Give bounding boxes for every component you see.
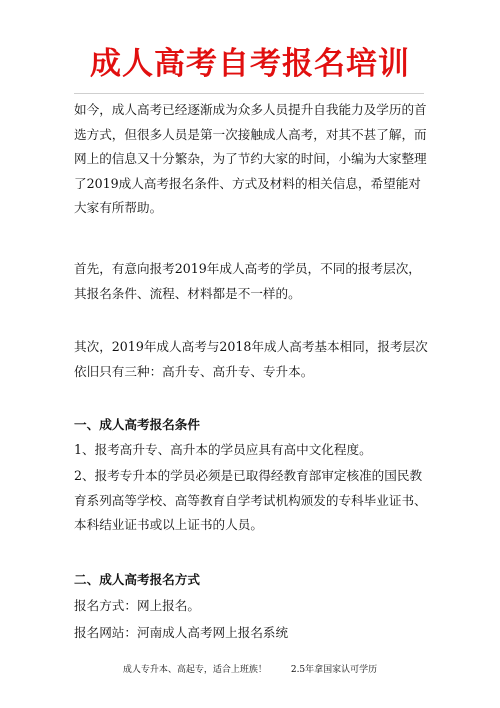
document-title: 成人高考自考报名培训 [90,46,410,82]
page-footer [0,663,500,677]
section-heading-requirements: 一、成人高考报名条件 [74,417,200,432]
requirement-item-2: 2、报考专升本的学员必须是已取得经教育部审定核准的国民教育系列高等学校、高等教育自学考试机构颁发的专科毕业证书、本科结业证书或以上证书的人员。 [74,468,427,532]
registration-website: 报名网站：河南成人高考网上报名系统 [74,625,289,640]
requirement-item-1: 1、报考高升专、高升本的学员应具有高中文化程度。 [74,442,372,457]
first-paragraph: 首先，有意向报考2019年成人高考的学员，不同的报考层次，其报名条件、流程、材料都是不一样的。 [74,261,421,301]
intro-paragraph: 如今，成人高考已经逐渐成为众多人员提升自我能力及学历的首选方式，但很多人员是第一次接触成人高考，对其不甚了解，而网上的信息又十分繁杂，为了节约大家的时间，小编为大家整理了2019成人高考报名条件、方式及材料的相关信息，希望能对大家有所帮助。 [74,102,427,215]
registration-method: 报名方式：网上报名。 [74,598,200,613]
footer-left-text: 成人专升本、高起专，适合上班族！ [122,665,267,675]
footer-right-text: 2.5年拿国家认可学历 [290,665,378,675]
section-heading-method: 二、成人高考报名方式 [74,572,200,587]
title-divider [74,93,424,94]
second-paragraph: 其次，2019年成人高考与2018年成人高考基本相同，报考层次依旧只有三种：高升专、高升专、专升本。 [74,339,428,379]
